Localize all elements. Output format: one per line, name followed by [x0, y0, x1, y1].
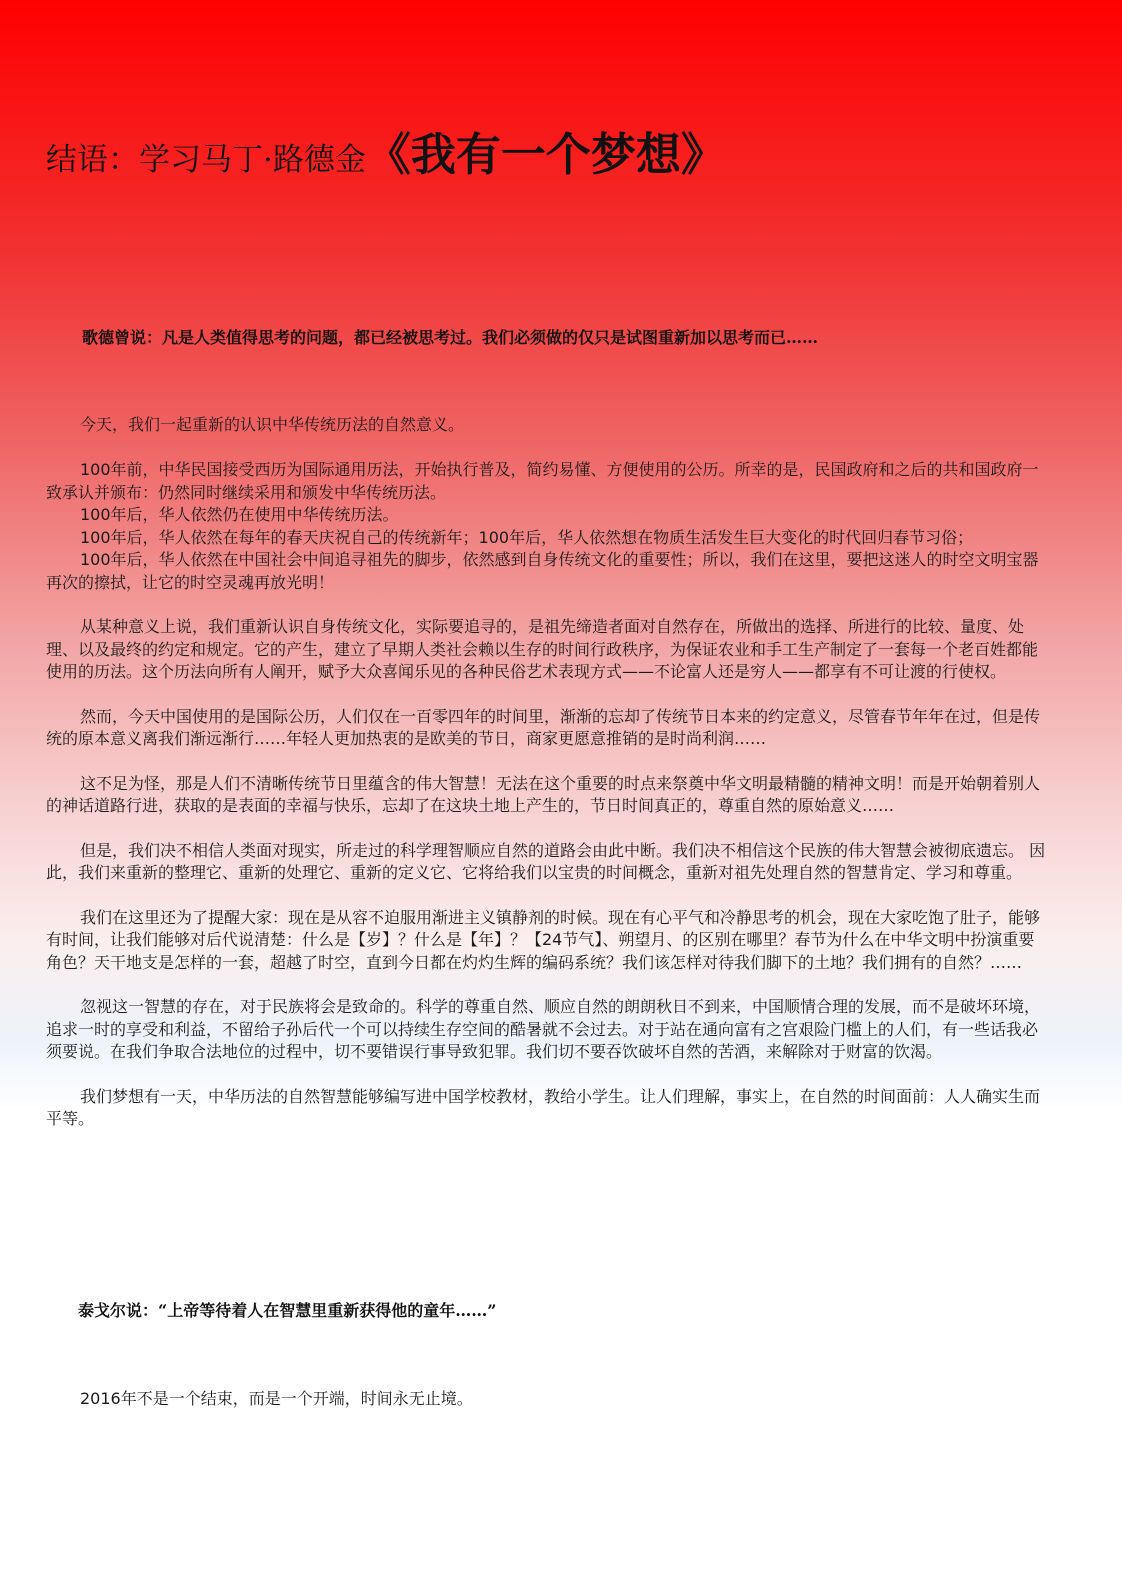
- title-prefix: 结语：学习马丁·路德金: [46, 142, 366, 178]
- paragraph-100-years-later-1: 100年后，华人依然仍在使用中华传统历法。: [80, 505, 399, 524]
- title-book-name: 《我有一个梦想》: [365, 128, 726, 181]
- paragraph-100-years-ago: 100年前，中华民国接受西历为国际通用历法，开始执行普及，简约易懂、方便使用的公历。所幸的是，民国政府和之后的共和国政府一致承认并颁布：仍然同时继续采用和颁发中华传统历法。: [46, 460, 1039, 502]
- paragraph-100-years-later-3: 100年后，华人依然在中国社会中间追寻祖先的脚步，依然感到自身传统文化的重要性；所以，我们在这里，要把这迷人的时空文明宝器再次的擦拭，让它的时空灵魂再放光明！: [46, 550, 1039, 592]
- paragraph-100-years-later-2: 100年后，华人依然在每年的春天庆祝自己的传统新年；100年后，华人依然想在物质生活发生巨大变化的时代回归春节习俗；: [80, 527, 974, 547]
- paragraph-however: 然而，今天中国使用的是国际公历，人们仅在一百零四年的时间里，渐渐的忘却了传统节日本来的约定意义，尽管春节年年在过，但是传统的原本意义离我们渐远渐行……年轻人更加热衷的是欧美的节日，商家更愿意推销的是时尚利润……: [46, 706, 1041, 748]
- body-text-block-2: [46, 459, 1050, 1131]
- paragraph-ignore: 忽视这一智慧的存在，对于民族将会是致命的。科学的尊重自然、顺应自然的朗朗秋日不到来，中国顺情合理的发展，而不是破坏环境，追求一时的享受和利益，不留给子孙后代一个可以持续生存空间的酷暑就不会过去。对于站在通向富有之宫艰险门槛上的人们，有一些话我必须要说。在我们争取合法地位的过程中，切不要错误行事导致犯罪。我们切不要吞饮破坏自然的苦酒，来解除对于财富的饮渴。: [46, 997, 1041, 1061]
- closing-line: 2016年不是一个结束，而是一个开端，时间永无止境。: [80, 1389, 473, 1408]
- tagore-quote: 泰戈尔说：“上帝等待着人在智慧里重新获得他的童年……”: [78, 1301, 497, 1320]
- page-title: [46, 118, 726, 183]
- paragraph-today: 今天，我们一起重新的认识中华传统历法的自然意义。: [80, 415, 465, 434]
- paragraph-dream: 我们梦想有一天，中华历法的自然智慧能够编写进中国学校教材，教给小学生。让人们理解，事实上，在自然的时间面前：人人确实生而平等。: [46, 1086, 1041, 1128]
- goethe-quote: 歌德曾说：凡是人类值得思考的问题，都已经被思考过。我们必须做的仅只是试图重新加以思考而已……: [82, 328, 819, 347]
- paragraph-but: 但是，我们决不相信人类面对现实，所走过的科学理智顺应自然的道路会由此中断。我们决不相信这个民族的伟大智慧会被彻底遗忘。 因此，我们来重新的整理它、重新的处理它、重新的定义它、它将给我们以宝贵的时间概念，重新对祖先处理自然的智慧肯定、学习和尊重。: [46, 840, 1046, 882]
- paragraph-remind: 我们在这里还为了提醒大家：现在是从容不迫服用渐进主义镇静剂的时候。现在有心平气和冷静思考的机会，现在大家吃饱了肚子，能够有时间，让我们能够对后代说清楚：什么是【岁】？什么是【年】？【24节气】、朔望月、的区别在哪里？春节为什么在中华文明中扮演重要角色？天干地支是怎样的一套，超越了时空，直到今日都在灼灼生辉的编码系统？我们该怎样对待我们脚下的土地？我们拥有的自然？……: [46, 907, 1041, 972]
- paragraph-not-strange: 这不足为怪，那是人们不清晰传统节日里蕴含的伟大智慧！无法在这个重要的时点来祭奠中华文明最精髓的精神文明！而是开始朝着别人的神话道路行进，获取的是表面的幸福与快乐，忘却了在这块土地上产生的，节日时间真正的，尊重自然的原始意义……: [46, 773, 1041, 815]
- body-text-block-1: [46, 414, 1050, 437]
- paragraph-meaning: 从某种意义上说，我们重新认识自身传统文化，实际要追寻的，是祖先缔造者面对自然存在，所做出的选择、所进行的比较、量度、处理、以及最终的约定和规定。它的产生，建立了早期人类社会赖以生存的时间行政秩序，为保证农业和手工生产制定了一套每一个老百姓都能使用的历法。这个历法向所有人阐开，赋予大众喜闻乐见的各种民俗艺术表现方式——不论富人还是穷人——都享有不可让渡的行使权。: [46, 617, 1039, 681]
